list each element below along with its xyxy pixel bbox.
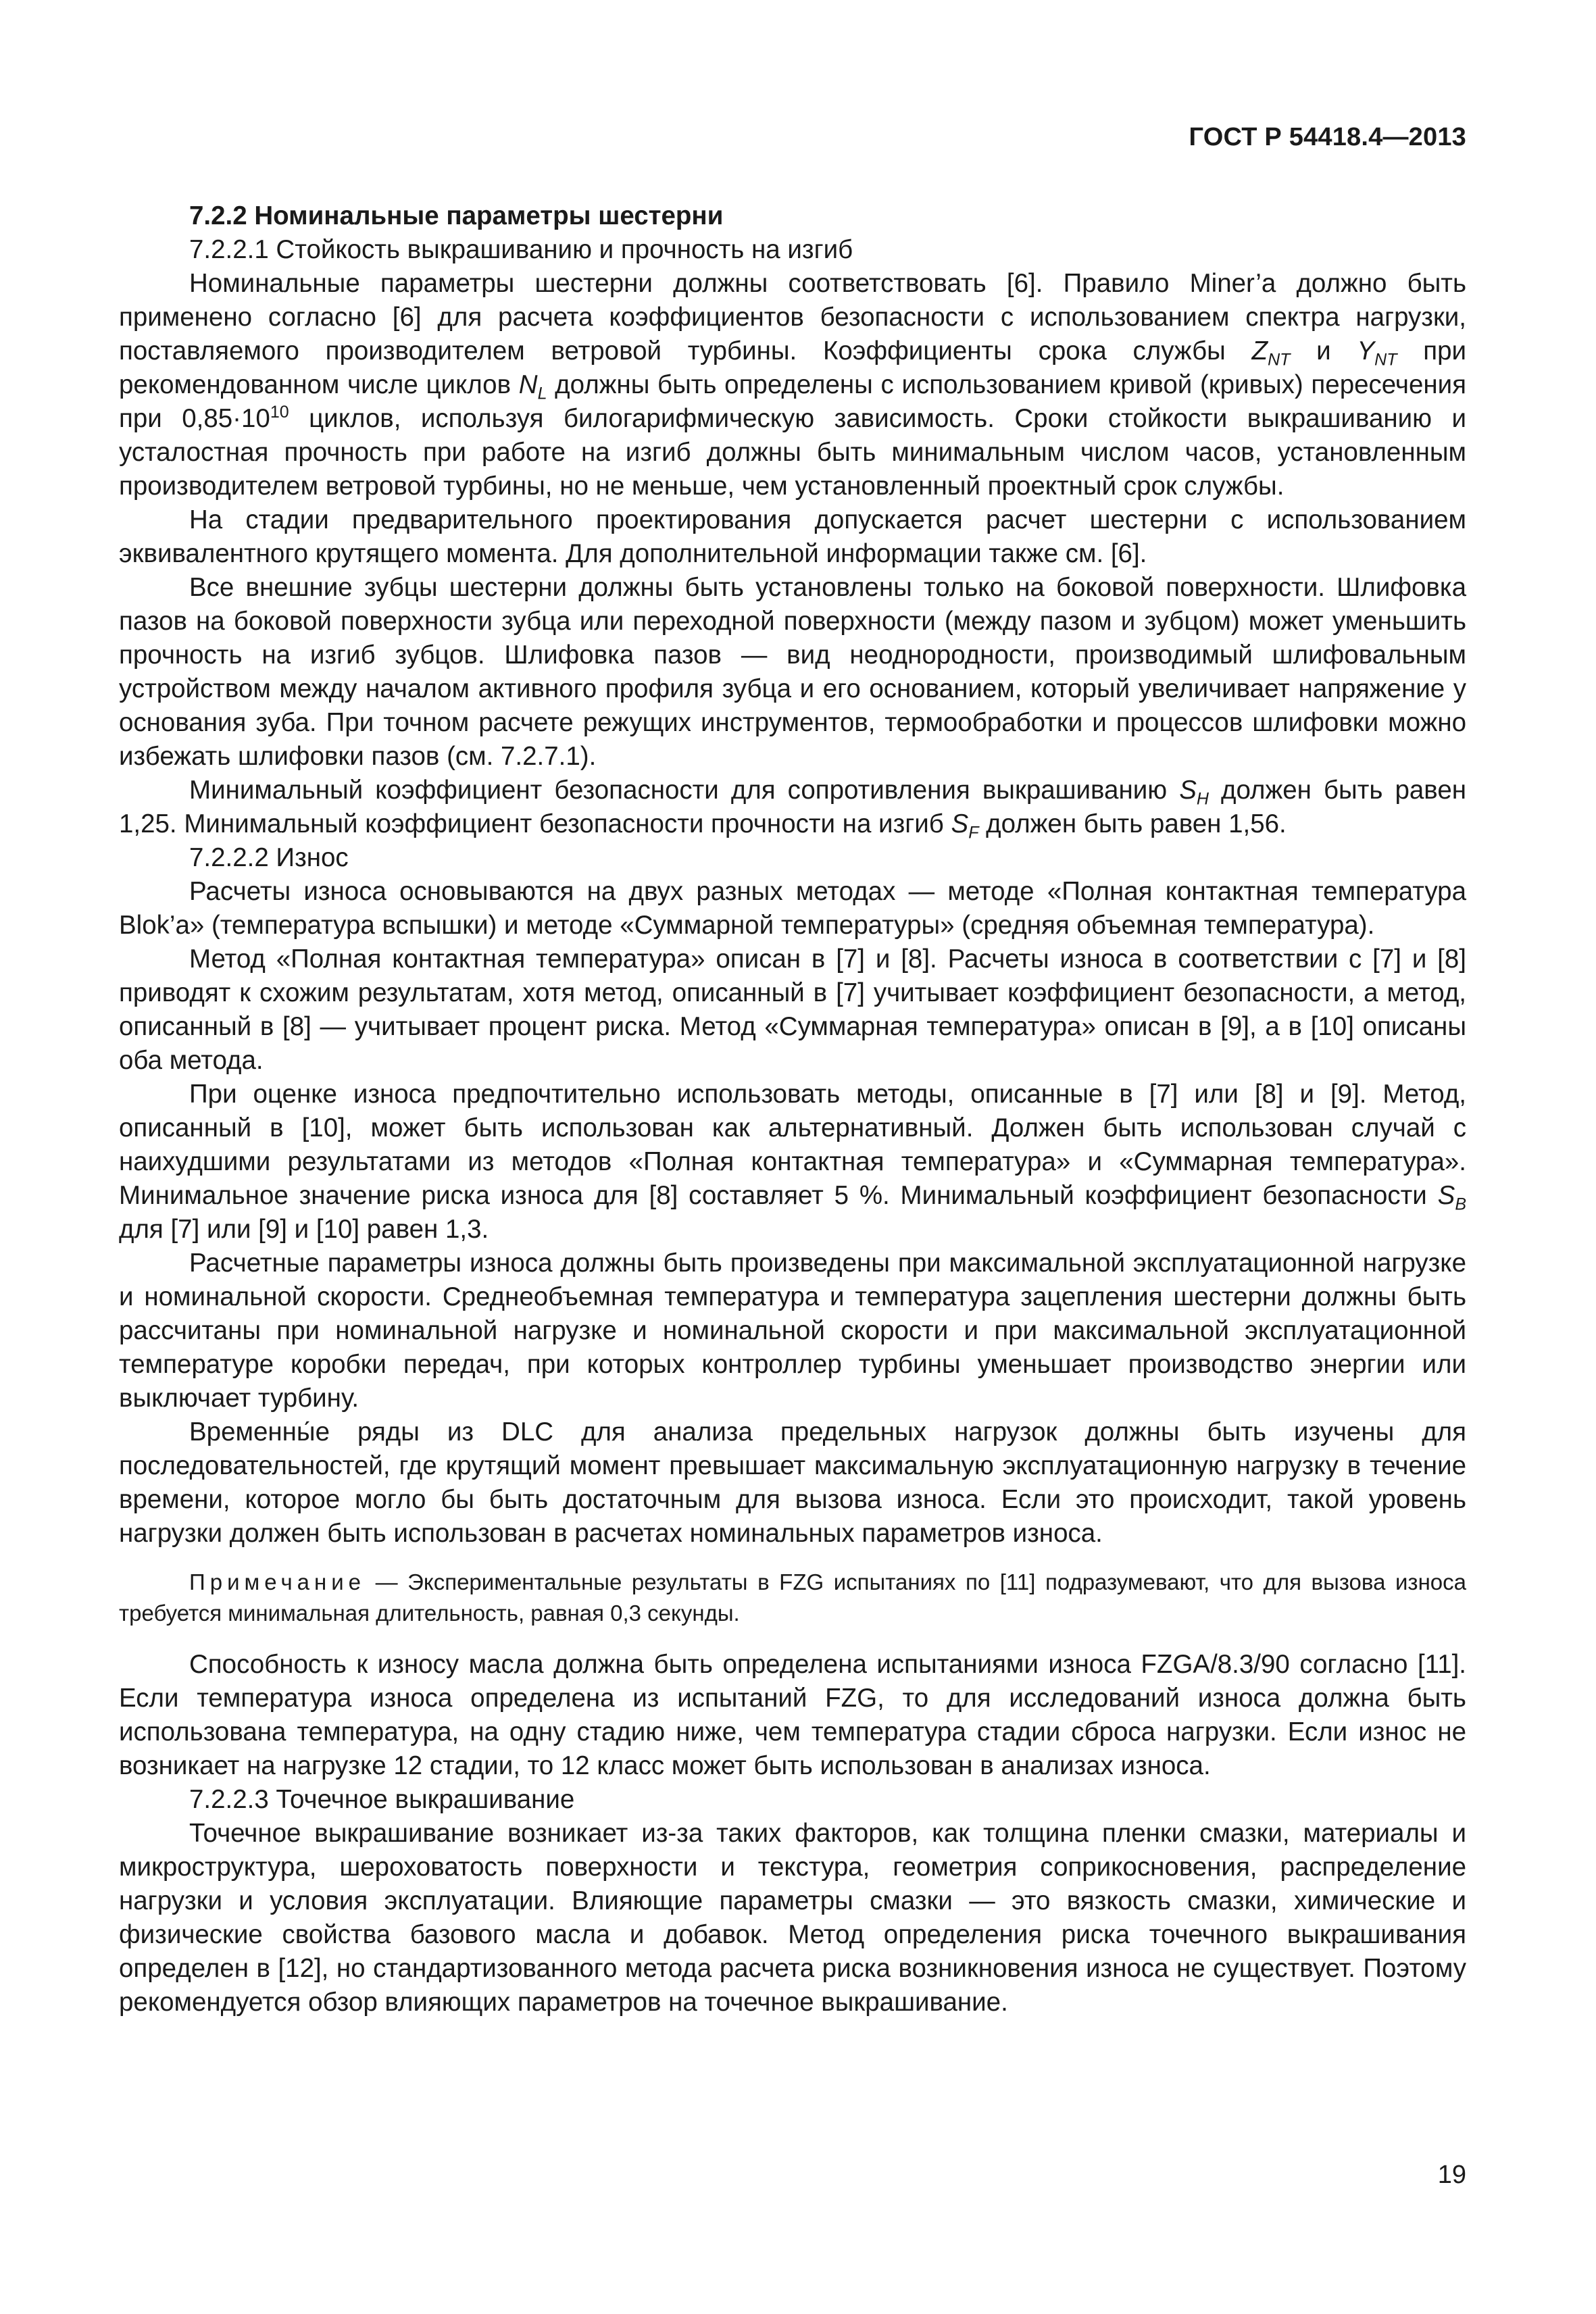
document-body xyxy=(119,199,1466,2019)
section-title: 7.2.2 Номинальные параметры шестерни xyxy=(189,201,724,230)
paragraph-rating-params: Номинальные параметры шестерни должны соответствовать [6]. Правило Miner’a должно быть применено согласно [6] для расчета коэффициентов безопасности с использованием спектра нагрузки, поставляемого производителем ветровой турбины. Коэффициенты срока службы $Z_{NT}$ и $Y_{NT}$ при рекомендованном числе циклов $N_L$ должны быть определены с использованием кривой (кривых) пересечения при $0,85\cdot 10^{10}$ циклов, используя билогарифмическую зависимость. Сроки стойкости выкрашиванию и усталостная прочность при работе на изгиб должны быть минимальным числом часов, установленным производителем ветровой турбины, но не меньше, чем установленный проектный срок службы. xyxy=(119,269,1466,501)
paragraph-flash-temperature: Метод «Полная контактная температура» описан в [7] и [8]. Расчеты износа в соответствии с [7] и [8] приводят к схожим результатам, хотя метод, описанный в [7] учитывает коэффициент безопасности, а метод, описанный в [8] — учитывает процент риска. Метод «Суммарная температура» описан в [9], а в [10] описаны оба метода. xyxy=(119,945,1466,1075)
page-number: 19 xyxy=(1437,2161,1466,2189)
paragraph-scuffing-rating: Расчетные параметры износа должны быть произведены при максимальной эксплуатационной нагрузке и номинальной скорости. Среднеобъемная температура и температура зацепления шестерни должны быть рассчитаны при номинальной нагрузке и номинальной скорости и при максимальной эксплуатационной температуре коробки передач, при которых контроллер турбины уменьшает производство энергии или выключает турбину. xyxy=(119,1249,1466,1413)
note xyxy=(119,1567,1466,1629)
paragraph-scuffing-methods: Расчеты износа основываются на двух разных методах — методе «Полная контактная температура Blok’a» (температура вспышки) и методе «Суммарной температуры» (средняя объемная температура). xyxy=(119,877,1466,940)
subsection-title-scuffing: 7.2.2.2 Износ xyxy=(189,843,349,872)
paragraph-scuffing-evaluation: При оценке износа предпочтительно использовать методы, описанные в [7] или [8] и [9]. Метод, описанный в [10], может быть использован как альтернативный. Должен быть использован случай с наихудшими результатами из методов «Полная контактная температура» и «Суммарная температура». Минимальное значение риска износа для [8] составляет 5 %. Минимальный коэффициент безопасности $S_B$ для [7] или [9] и [10] равен 1,3. xyxy=(119,1080,1466,1244)
paragraph-safety-factors: Минимальный коэффициент безопасности для сопротивления выкрашиванию $S_H$ должен быть равен 1,25. Минимальный коэффициент безопасности прочности на изгиб $S_F$ должен быть равен 1,56. xyxy=(119,776,1467,842)
note-label: Примечание xyxy=(189,1569,366,1594)
document-code: ГОСТ Р 54418.4—2013 xyxy=(1189,123,1466,151)
note-text: — Экспериментальные результаты в FZG испытаниях по [11] подразумевают, что для вызова износа требуется минимальная длительность, равная 0,3 секунды. xyxy=(119,1569,1466,1626)
paragraph-preliminary-design: На стадии предварительного проектирования допускается расчет шестерни с использованием эквивалентного крутящего момента. Для дополнительной информации также см. [6]. xyxy=(119,505,1466,568)
paragraph-grinding-notches: Все внешние зубцы шестерни должны быть установлены только на боковой поверхности. Шлифовка пазов на боковой поверхности зубца или переходной поверхности (между пазом и зубцом) может уменьшить прочность на изгиб зубцов. Шлифовка пазов — вид неоднородности, производимый шлифовальным устройством между началом активного профиля зубца и его основанием, который увеличивает напряжение у основания зуба. При точном расчете режущих инструментов, термообработки и процессов шлифовки можно избежать шлифовки пазов (см. 7.2.7.1). xyxy=(119,573,1466,771)
subsection-title-pitting-bending: 7.2.2.1 Стойкость выкрашиванию и прочность на изгиб xyxy=(189,235,853,264)
paragraph-time-series: Временны́е ряды из DLC для анализа предельных нагрузок должны быть изучены для последовательностей, где крутящий момент превышает максимальную эксплуатационную нагрузку в течение времени, которое могло бы быть достаточным для вызова износа. Если это происходит, такой уровень нагрузки должен быть использован в расчетах номинальных параметров износа. xyxy=(119,1417,1466,1548)
subsection-title-micropitting: 7.2.2.3 Точечное выкрашивание xyxy=(189,1785,575,1814)
paragraph-micropitting: Точечное выкрашивание возникает из-за таких факторов, как толщина пленки смазки, материалы и микроструктура, шероховатость поверхности и текстура, геометрия соприкосновения, распределение нагрузки и условия эксплуатации. Влияющие параметры смазки — это вязкость смазки, химические и физические свойства базового масла и добавок. Метод определения риска точечного выкрашивания определен в [12], но стандартизованного метода расчета риска возникновения износа не существует. Поэтому рекомендуется обзор влияющих параметров на точечное выкрашивание. xyxy=(119,1819,1466,2017)
paragraph-oil-scuffing: Способность к износу масла должна быть определена испытаниями износа FZGA/8.3/90 согласно [11]. Если температура износа определена из испытаний FZG, то для исследований износа должна быть использована температура, на одну стадию ниже, чем температура стадии сброса нагрузки. Если износ не возникает на нагрузке 12 стадии, то 12 класс может быть использован в анализах износа. xyxy=(119,1650,1466,1780)
